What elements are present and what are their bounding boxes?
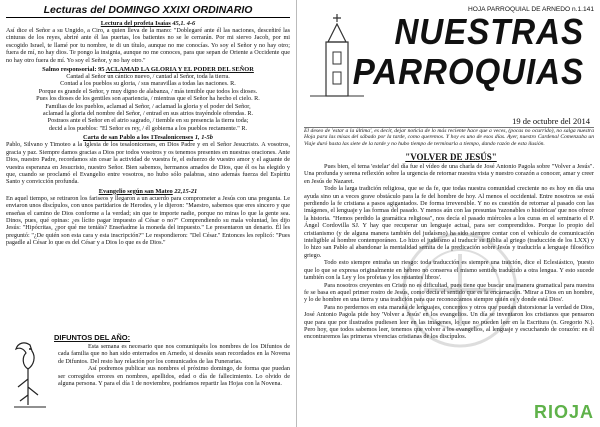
- gospel-ref: 22,15-21: [174, 187, 198, 195]
- psalm-line: Cantad al Señor un cántico nuevo, / cantad al Señor, toda la tierra.: [66, 73, 230, 81]
- reading1-text: Así dice el Señor a su Ungido, a Ciro, a quien lleva de la mano: "Doblegaré ante él las naciones, desceñiré las cinturas de los reyes, abriré ante él las puertas, los batientes no se le cerrarán. Por mi siervo Jacob, por mi escogido Israel, te llamé por tu nombre, te di un título, aunque no me conocías. Yo soy el Señor y no hay otro; fuera de mí, no hay dios. Te pongo la insignia, aunque no me conoces, para que sepan de Oriente a Occidente que no hay otro fuera de mí. Yo soy el Señor, y no hay otro.": [6, 27, 290, 64]
- intro-note: El deseo de 'estar a la última', es decir, dejar noticia de lo más reciente hace que a veces, (pocas no ocurrido), no salga nuestra Hoja para las misas del sábado por la tarde, como queremos. Y hoy es uno de esos días. Ayer, nuestro Cardenal Comenzaba un Viaje duró hasta las siete de la tarde y no hubo tiempo de terminarla a tiempo, dando razón de esta ilusión.: [304, 127, 594, 152]
- readings-title: Lecturas del DOMINGO XXIXI ORDINARIO: [6, 4, 290, 18]
- gospel-head: Evangelio según san Mateo: [98, 187, 173, 195]
- reading2-ref: 1, 1-5b: [194, 134, 213, 142]
- psalm-line: Familias de los pueblos, aclamad al Señor, / aclamad la gloria y el poder del Señor,: [45, 102, 251, 110]
- article-paragraph: Para no perdernos en esta maraña de lenguajes, conceptos y otros que puedan distorsionar la verdad de Dios, José Antonio Pagola pide hoy 'Volver a Jesús' en los evangelios. Un día se inventaron los cristianos que pensaron que para que por ilustrados pudiesen leer en las imágenes, lo que no pueden leer en la Escritura (n. Gregorio N.). Pero hoy, que todos sabemos leer, tenemos que volver a los evangelios, al lenguaje y escuchando de corazón: en él encontraremos las primeras vivencias cristianas de los discípulos.: [304, 303, 594, 341]
- brand-logo: RIOJA: [533, 402, 594, 422]
- reading2-head: Carta de san Pablo a los 1Tesalonicenses: [83, 134, 194, 142]
- article-paragraph: Pues bien, el tema 'estelar' del día fue el vídeo de una charla de José Antonio Pagola sobre "Volver a Jesús". Una profunda y serena reflexión sobre la urgencia de retornar nuestra vista y nuestro corazón a conocer, amar y creer en Jesús de Nazaret.: [304, 163, 594, 185]
- psalm-line: decid a los pueblos: "El Señor es rey, / él gobierna a los pueblos rectamente." R.: [48, 124, 248, 132]
- hoja-label: HOJA PARROQUIAL DE ARNEDO n.1.141: [467, 6, 594, 13]
- reading1-head: Lectura del profeta Isaías: [100, 20, 171, 27]
- reading2-heading: [4, 134, 292, 141]
- left-column: [0, 0, 297, 427]
- issue-date: 19 de octubre del 2014: [512, 116, 590, 126]
- article-paragraph: Para nosotros creyentes en Cristo no es dificultad, pues tiene que buscar una manera gramatical para nuestra fe se basa en aquel primer rostro de Jesús, como decía el sentido que es la encarnación. 'Mirar a Dios en un hombre, y lo de hombre en una tierra y una tradición para que reconozcamos siempre quién es y donde está Dios'.: [304, 281, 594, 304]
- article-title: "VOLVER DE JESÚS": [405, 152, 497, 162]
- psalm-response: ACLAMAD LA GLORIA Y EL PODER DEL SEÑOR: [105, 66, 254, 74]
- psalm-head: Salmo responsorial: 95: [42, 66, 105, 74]
- reading2-text: Pablo, Silvano y Timoteo a la Iglesia de los tesalonicenses, en Dios Padre y en el Señor Jesucristo. A vosotros, gracia y paz. Siempre damos gracias a Dios por todos vosotros y os tenemos presentes en nuestras oraciones. Ante Dios, nuestro Padre, recordamos sin cesar la actividad de vuestra fe, el esfuerzo de vuestro amor y el aguante de vuestra esperanza en Jesucristo, nuestro Señor. Bien sabemos, hermanos amados de Dios, que él os ha elegido y que, cuando se proclamó el Evangelio entre vosotros, no hubo sólo palabras, sino además fuerza del Espíritu Santo y convicción profunda.: [6, 141, 290, 186]
- psalm-line: aclamad la gloria del nombre del Señor, / entrad en sus atrios trayéndole ofrendas. R.: [42, 110, 254, 118]
- masthead: [314, 12, 584, 116]
- masthead-line1: NUESTRAS: [394, 11, 584, 52]
- reading1-ref: 45,1. 4-6: [172, 20, 196, 27]
- psalm-line: Postraos ante el Señor en el atrio sagrado, / tiemble en su presencia la tierra toda;: [47, 117, 249, 125]
- psalm-line: Pues los dioses de los gentiles son apariencia, / mientras que el Señor ha hecho el cielo. R.: [36, 95, 260, 103]
- psalm-line: Porque es grande el Señor, y muy digno de alabanza, / más temible que todos los dioses.: [38, 87, 258, 95]
- masthead-line2: PARROQUIAS: [352, 51, 584, 92]
- article-body: [304, 163, 594, 341]
- article-paragraph: Todo la larga tradición religiosa, que se da fe, que todas nuestra comunidad creciente no es hoy en día una ayuda sino un a veces grave obstáculo para la fe del hombre de hoy. Al menos el occidental. Entre nosotros se está perdiendo la fe cristiana a pasos agigantados. De forma irreversible. Y no es cuestión de retornar al pasado con las imágenes, el lenguaje y las formas del pasado. Y menos aún con las presuntas 'razonables o históricas' que nos ofrece la historia. "Hemos perdido la gramática religiosa", nos decía el pasado miércoles a los curas en el seminario el P. Ángel Cordovilla SJ. Y hay que recuperar un lenguaje actual, para ser comprendidos. Porque lo propio del cristianismo (y de alguna manera también del judaísmo) ha sido siempre contar con el vehículo de comunicación inteligible al hombre contemporáneo. Lo hizo el judaísmo al traducir su Biblia al griego (traducción de los LXX) y lo hizo san Pablo al abandonar la mentalidad semita de la predicación sobre Jesús y traducirla a lenguaje filosófico griego.: [304, 185, 594, 259]
- difuntos-p2: Así podremos publicar sus nombres el próximo domingo, de forma que puedan ser corregidos errores en nombres, apellidos, edad o día de fallecimiento. Lo olvido de alguna persona. Y para el día 1 de noviembre, podríamos repartir las Hojas con la Novena.: [58, 365, 290, 388]
- difuntos-section: [0, 333, 296, 427]
- right-column: [300, 0, 600, 427]
- article-paragraph: Todo esto siempre entraña un riesgo: toda traducción es siempre una traición, dice el Eclesiástico, 'puesto que lo que se expresa originalmente en hebreo no conserva el mismo sentido traducido a otra lengua. Y esto sucede también con la Ley y los profetas y los restantes libros'.: [304, 259, 594, 282]
- difuntos-p1: Esta semana es necesario que nos comuniquéis los nombres de los Difuntos de cada familia que no han sido enterrados en Arnedo, si deseáis sean recordados en la Novena de Difuntos. Del resto hay relación por los comunicados de las Funerarias.: [58, 343, 290, 365]
- gospel-text: En aquel tiempo, se retiraron los fariseos y llegaron a un acuerdo para comprometer a Jesús con una pregunta. Le enviaron unos discípulos, con unos partidarios de Herodes, y le dijeron: "Maestro, sabemos que eres sincero y que enseñas el camino de Dios conforme a la verdad; sin que te importe nadie, porque no miras lo que la gente sea. Dinos, pues, qué opinas: ¿es lícito pagar impuesto al César o no?" Comprendiendo su mala voluntad, les dijo Jesús: "Hipócritas, ¿por qué me tentáis? Enseñadme la moneda del impuesto." Le presentaron un denario. Él les preguntó: "¿De quién son esta cara y esta inscripción?" Le respondieron: "Del César." Entonces les replicó: "Pues pagadle al César lo que es del César y a Dios lo que es de Dios.": [6, 194, 290, 247]
- bird-on-branch-icon: [6, 335, 54, 413]
- difuntos-title: DIFUNTOS DEL AÑO:: [54, 333, 131, 342]
- psalm-line: Contad a los pueblos su gloria, / sus maravillas a todas las naciones. R.: [60, 80, 236, 88]
- gospel-heading: [4, 188, 292, 195]
- psalm-heading: [4, 66, 292, 73]
- difuntos-body: [58, 343, 290, 387]
- reading1-heading: [4, 20, 292, 27]
